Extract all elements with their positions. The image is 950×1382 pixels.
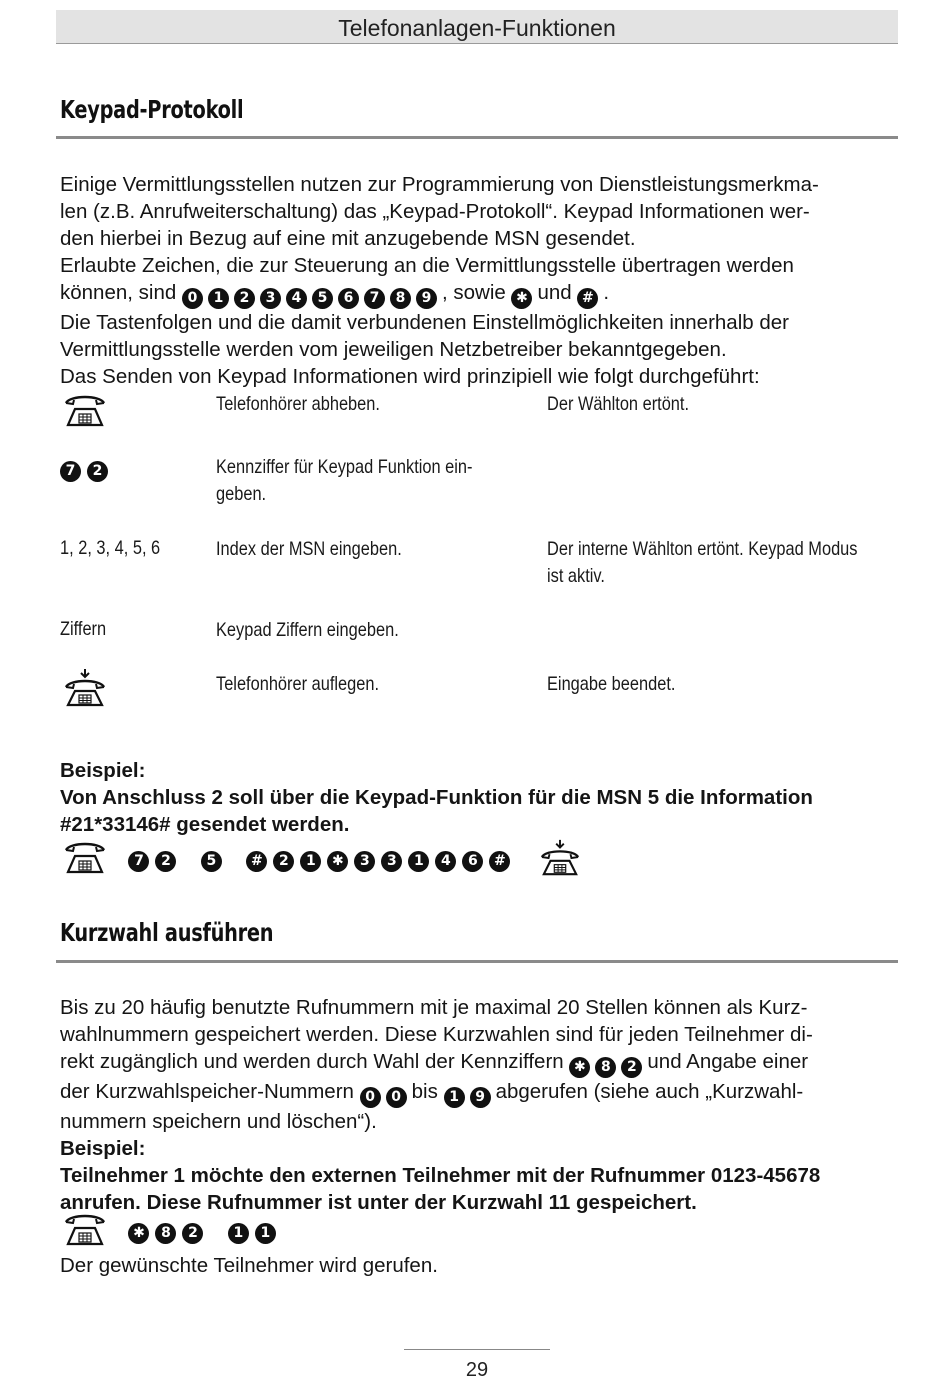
text-line: Vermittlungsstelle werden vom jeweiligen Netzbetreiber bekanntgegeben. — [60, 338, 727, 361]
step-action: Index der MSN eingeben. — [216, 538, 402, 560]
footer-rule — [404, 1349, 550, 1350]
key-2-icon: 2 — [234, 288, 255, 309]
key-3-icon: 3 — [354, 851, 375, 872]
text: der Kurzwahlspeicher-Nummern — [60, 1080, 354, 1103]
step-input: Ziffern — [60, 618, 107, 640]
example-label: Beispiel: — [60, 759, 146, 782]
key-8-icon: 8 — [595, 1057, 616, 1078]
key-5-icon: 5 — [312, 288, 333, 309]
text-line — [60, 1078, 894, 1108]
step-action: Telefonhörer abheben. — [216, 393, 380, 415]
key-1-icon: 1 — [208, 288, 229, 309]
step-keys — [60, 459, 114, 482]
key-star-icon: ✱ — [128, 1223, 149, 1244]
key-5-icon: 5 — [201, 851, 222, 872]
step-result: Eingabe beendet. — [547, 673, 676, 695]
key-3-icon: 3 — [381, 851, 402, 872]
key-star-icon: ✱ — [327, 851, 348, 872]
example-text: Teilnehmer 1 möchte den externen Teilnehmer mit der Rufnummer 0123-45678 — [60, 1164, 821, 1187]
text-line: Bis zu 20 häufig benutzte Rufnummern mit je maximal 20 Stellen können als Kurz- — [60, 996, 808, 1019]
key-1-icon: 1 — [444, 1087, 465, 1108]
key-2-icon: 2 — [182, 1223, 203, 1244]
example-text: Von Anschluss 2 soll über die Keypad-Funktion für die MSN 5 die Information — [60, 786, 813, 809]
section-title-kurzwahl: Kurzwahl ausführen — [60, 918, 274, 947]
key-0-icon: 0 — [182, 288, 203, 309]
intro-paragraph — [60, 171, 894, 390]
step-action: Kennziffer für Keypad Funktion ein- — [216, 456, 473, 478]
key-1-icon: 1 — [228, 1223, 249, 1244]
key-8-icon: 8 — [390, 288, 411, 309]
key-4-icon: 4 — [286, 288, 307, 309]
key-hash-icon: # — [577, 288, 598, 309]
key-2-icon: 2 — [155, 851, 176, 872]
allowed-chars-line — [60, 279, 894, 309]
page-header: Telefonanlagen-Funktionen — [56, 10, 898, 44]
text-line: Die Tastenfolgen und die damit verbundenen Einstellmöglichkeiten innerhalb der — [60, 311, 789, 334]
text: und — [537, 281, 572, 304]
text-line — [60, 1048, 894, 1078]
key-6-icon: 6 — [462, 851, 483, 872]
key-2-icon: 2 — [621, 1057, 642, 1078]
key-7-icon: 7 — [60, 461, 81, 482]
result-text — [60, 1252, 894, 1279]
text-line: len (z.B. Anrufweiterschaltung) das „Keypad-Protokoll“. Keypad Informationen wer- — [60, 200, 810, 223]
key-1-icon: 1 — [255, 1223, 276, 1244]
text-line: Das Senden von Keypad Informationen wird prinzipiell wie folgt durchgeführt: — [60, 365, 760, 388]
step-result: ist aktiv. — [547, 565, 605, 587]
text: bis — [411, 1080, 438, 1103]
key-9-icon: 9 — [470, 1087, 491, 1108]
example-key-sequence — [60, 838, 585, 878]
key-4-icon: 4 — [435, 851, 456, 872]
step-action: geben. — [216, 483, 267, 505]
key-1-icon: 1 — [300, 851, 321, 872]
example-text: anrufen. Diese Rufnummer ist unter der Kurzwahl 11 gespeichert. — [60, 1191, 697, 1214]
text-line: wahlnummern gespeichert werden. Diese Kurzwahlen sind für jeden Teilnehmer di- — [60, 1023, 813, 1046]
text-line: Erlaubte Zeichen, die zur Steuerung an die Vermittlungsstelle übertragen werden — [60, 254, 794, 277]
key-hash-icon: # — [246, 851, 267, 872]
step-result: Der interne Wählton ertönt. Keypad Modus — [547, 538, 858, 560]
text: , sowie — [441, 281, 506, 304]
key-7-icon: 7 — [128, 851, 149, 872]
text: abgerufen (siehe auch „Kurzwahl- — [495, 1080, 804, 1103]
example-block — [60, 757, 894, 838]
key-8-icon: 8 — [155, 1223, 176, 1244]
text-line: Der gewünschte Teilnehmer wird gerufen. — [60, 1254, 438, 1277]
page-number: 29 — [465, 1359, 489, 1381]
example-key-sequence — [60, 1210, 282, 1250]
text: rekt zugänglich und werden durch Wahl der Kennziffern — [60, 1050, 564, 1073]
kurzwahl-paragraph — [60, 994, 894, 1216]
step-action: Keypad Ziffern eingeben. — [216, 619, 399, 641]
section-rule — [56, 960, 898, 963]
phone-lift-icon — [60, 391, 110, 431]
step-input: 1, 2, 3, 4, 5, 6 — [60, 537, 161, 559]
key-2-icon: 2 — [273, 851, 294, 872]
text: können, sind — [60, 281, 177, 304]
text: und Angabe einer — [647, 1050, 809, 1073]
key-7-icon: 7 — [364, 288, 385, 309]
key-hash-icon: # — [489, 851, 510, 872]
key-0-icon: 0 — [360, 1087, 381, 1108]
example-label: Beispiel: — [60, 1137, 146, 1160]
step-result: Der Wählton ertönt. — [547, 393, 690, 415]
key-3-icon: 3 — [260, 288, 281, 309]
example-text: #21*33146# gesendet werden. — [60, 813, 350, 836]
phone-lift-icon — [60, 838, 110, 878]
phone-hangup-icon — [60, 667, 110, 709]
text-line: den hierbei in Bezug auf eine mit anzugebende MSN gesendet. — [60, 227, 636, 250]
section-rule — [56, 136, 898, 139]
key-1-icon: 1 — [408, 851, 429, 872]
key-9-icon: 9 — [416, 288, 437, 309]
key-0-icon: 0 — [386, 1087, 407, 1108]
section-title-keypad: Keypad-Protokoll — [60, 95, 244, 124]
step-action: Telefonhörer auflegen. — [216, 673, 380, 695]
text: . — [603, 281, 610, 304]
key-star-icon: ✱ — [569, 1057, 590, 1078]
text-line: nummern speichern und löschen“). — [60, 1110, 377, 1133]
text-line: Einige Vermittlungsstellen nutzen zur Programmierung von Dienstleistungsmerkma- — [60, 173, 819, 196]
key-6-icon: 6 — [338, 288, 359, 309]
key-2-icon: 2 — [87, 461, 108, 482]
phone-hangup-icon — [535, 838, 585, 878]
key-star-icon: ✱ — [511, 288, 532, 309]
phone-lift-icon — [60, 1210, 110, 1250]
